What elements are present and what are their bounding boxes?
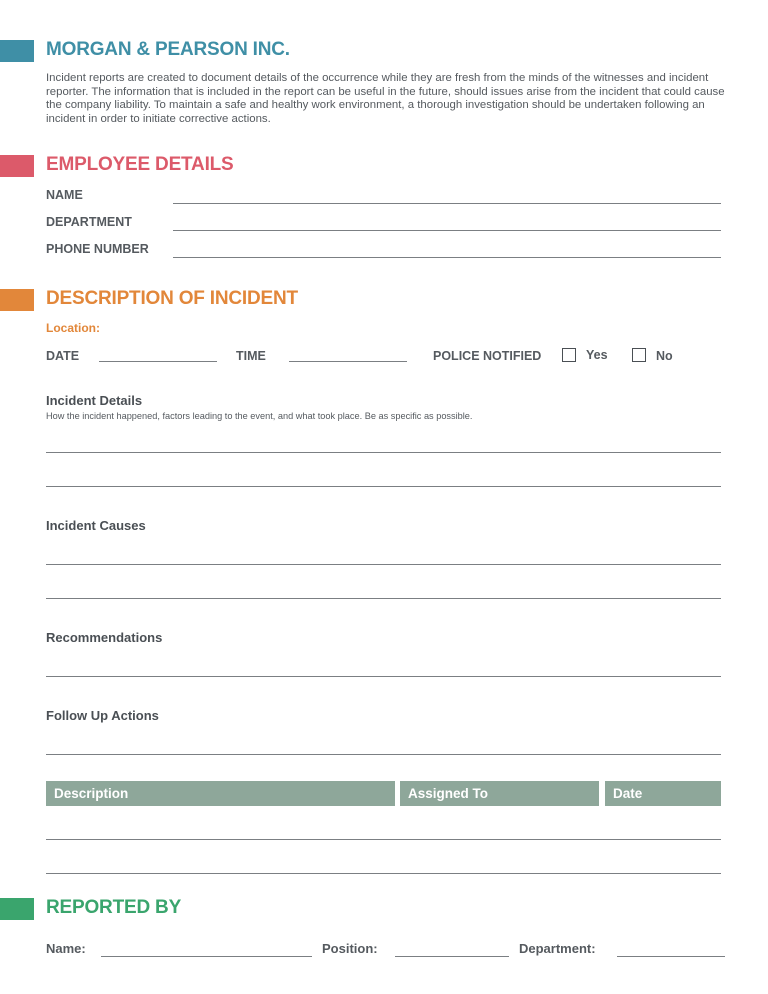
time-label: TIME <box>236 349 266 363</box>
table-header-description: Description <box>46 781 395 806</box>
police-yes-label: Yes <box>586 348 608 362</box>
police-yes-checkbox[interactable] <box>562 348 576 362</box>
table-row-line-2[interactable] <box>46 873 721 874</box>
follow-up-title: Follow Up Actions <box>46 708 159 723</box>
date-label: DATE <box>46 349 80 363</box>
reporter-department-label: Department: <box>519 941 596 956</box>
phone-label: PHONE NUMBER <box>46 242 149 256</box>
employee-marker <box>0 155 34 177</box>
reported-by-marker <box>0 898 34 920</box>
incident-details-line-1[interactable] <box>46 452 721 453</box>
incident-details-hint: How the incident happened, factors leading to the event, and what took place. Be as specific as possible. <box>46 411 473 421</box>
reporter-position-label: Position: <box>322 941 378 956</box>
follow-up-line[interactable] <box>46 754 721 755</box>
reporter-position-field[interactable] <box>395 956 509 957</box>
incident-causes-title: Incident Causes <box>46 518 146 533</box>
incident-details-title: Incident Details <box>46 393 143 408</box>
date-field[interactable] <box>99 361 217 362</box>
department-label: DEPARTMENT <box>46 215 132 229</box>
recommendations-line[interactable] <box>46 676 721 677</box>
incident-causes-line-1[interactable] <box>46 564 721 565</box>
intro-paragraph: Incident reports are created to document details of the occurrence while they are fresh from the minds of the witnesses and incident reporter. The information that is included in the report can be useful in the future, should issues arise from the incident that could cause the company liability. To maintain a safe and healthy work environment, a thorough investigation should be undertaken following an incident in order to initiate corrective actions. <box>46 72 725 125</box>
table-header-assigned-to: Assigned To <box>400 781 599 806</box>
reporter-name-label: Name: <box>46 941 86 956</box>
name-field[interactable] <box>173 203 721 204</box>
location-label: Location: <box>46 321 100 335</box>
department-field[interactable] <box>173 230 721 231</box>
incident-details-line-2[interactable] <box>46 486 721 487</box>
reported-by-heading: REPORTED BY <box>46 897 182 918</box>
incident-causes-line-2[interactable] <box>46 598 721 599</box>
reporter-department-field[interactable] <box>617 956 725 957</box>
table-row-line-1[interactable] <box>46 839 721 840</box>
company-name: MORGAN & PEARSON INC. <box>46 39 290 60</box>
police-notified-label: POLICE NOTIFIED <box>433 349 542 363</box>
incident-marker <box>0 289 34 311</box>
name-label: NAME <box>46 188 83 202</box>
time-field[interactable] <box>289 361 407 362</box>
table-header-date: Date <box>605 781 721 806</box>
phone-field[interactable] <box>173 257 721 258</box>
employee-heading: EMPLOYEE DETAILS <box>46 154 234 175</box>
police-no-checkbox[interactable] <box>632 348 646 362</box>
incident-heading: DESCRIPTION OF INCIDENT <box>46 288 298 309</box>
recommendations-title: Recommendations <box>46 630 163 645</box>
reporter-name-field[interactable] <box>101 956 312 957</box>
police-no-label: No <box>656 349 673 363</box>
company-marker <box>0 40 34 62</box>
